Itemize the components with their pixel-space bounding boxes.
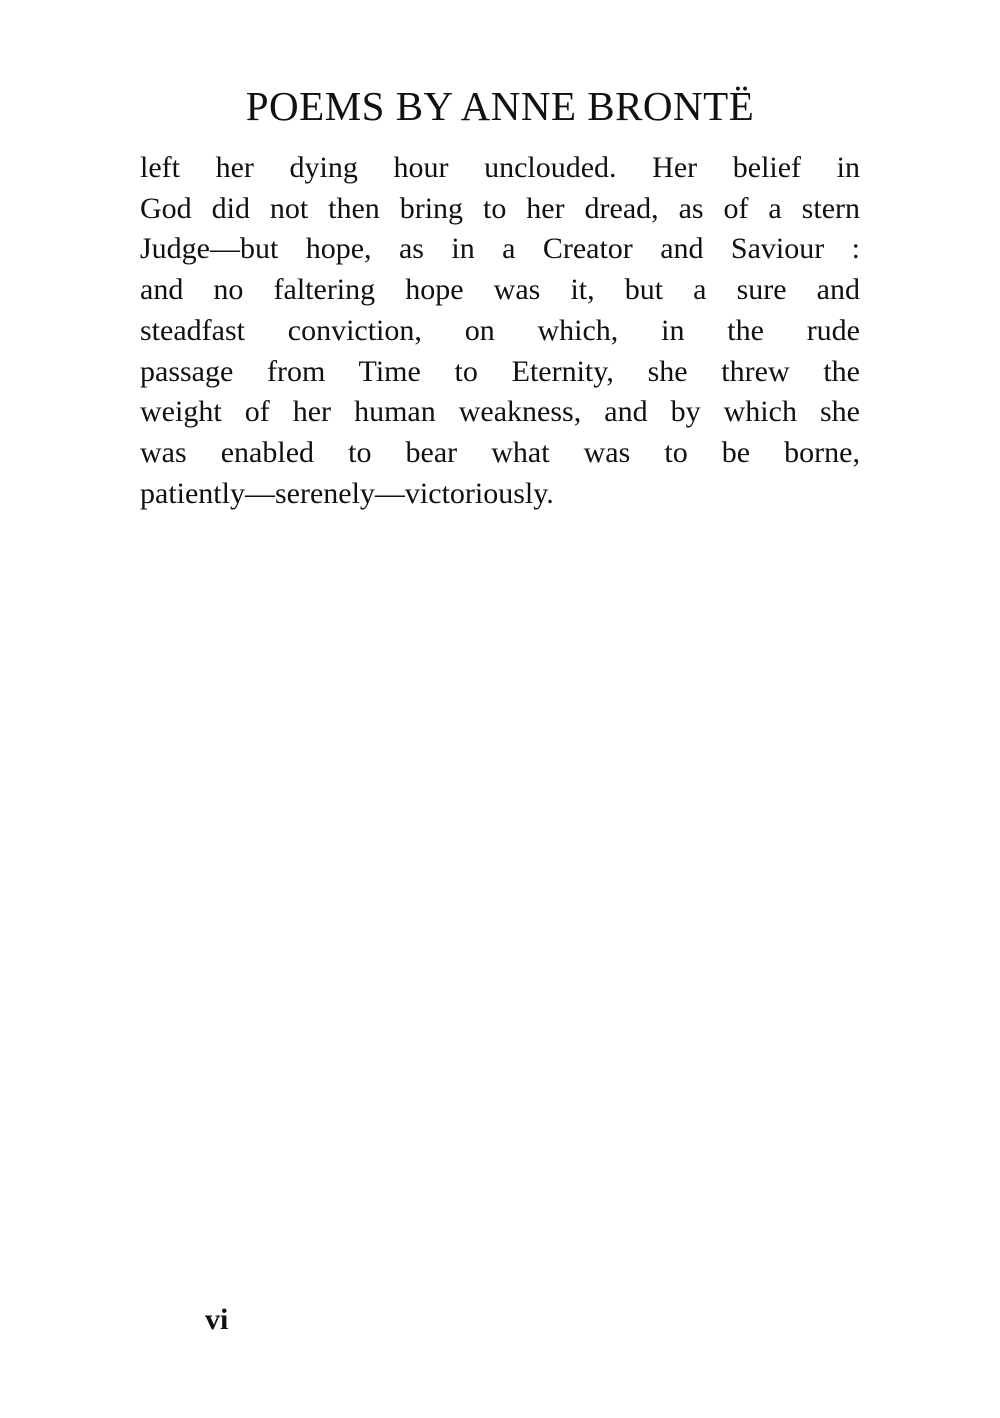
text-line: patiently—serenely—victoriously.: [140, 476, 554, 510]
text-line: God did not then bring to her dread, as of a stern: [140, 191, 860, 225]
running-title: POEMS BY ANNE BRONTË: [245, 83, 755, 129]
text-line: left her dying hour unclouded. Her belief in: [140, 151, 860, 184]
text-line: weight of her human weakness, and by which she: [140, 395, 860, 429]
text-line: passage from Time to Eternity, she threw the: [140, 354, 860, 388]
text-line: was enabled to bear what was to be borne,: [140, 435, 860, 469]
text-line: and no faltering hope was it, but a sure and: [140, 273, 860, 307]
page-number: vi: [205, 1303, 229, 1336]
text-line: steadfast conviction, on which, in the rude: [140, 313, 860, 347]
body-paragraph: [140, 148, 860, 514]
text-line: Judge—but hope, as in a Creator and Saviour :: [140, 232, 860, 266]
